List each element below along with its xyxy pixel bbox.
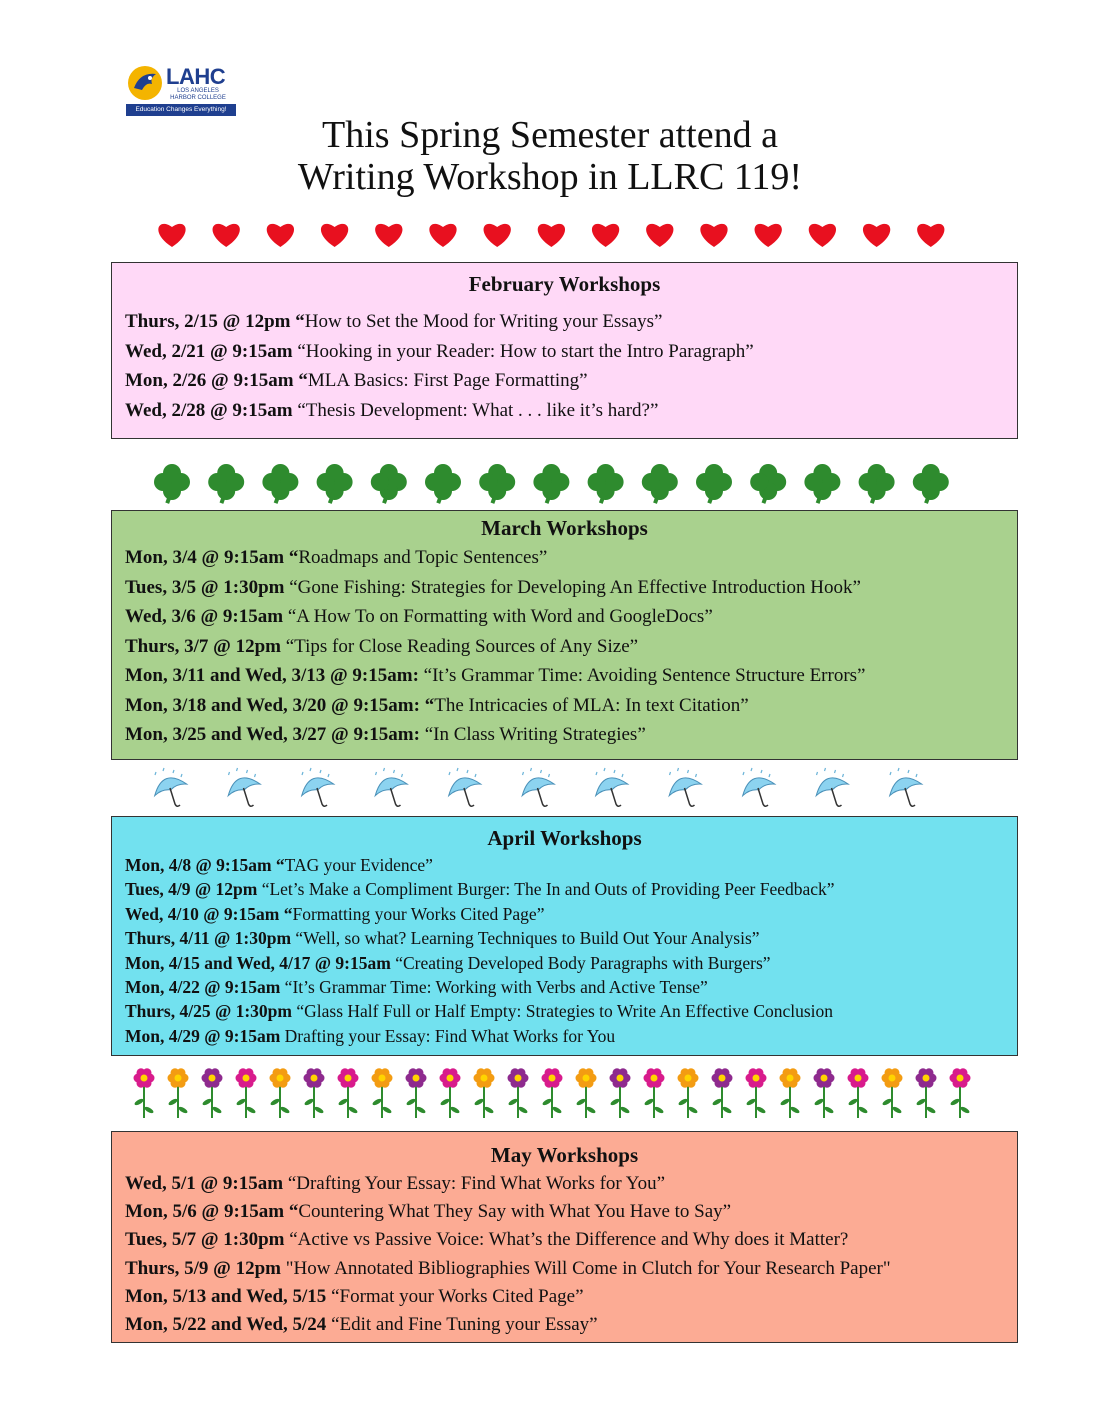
workshop-topic: TAG your Evidence” [284,855,433,875]
flower-icon [474,1068,495,1118]
umbrella-icon [445,768,481,806]
workshop-date: Mon, 5/13 and Wed, 5/15 [125,1285,327,1307]
umbrella-icon [518,768,554,806]
workshop-topic: “Edit and Fine Tuning your Essay” [326,1314,598,1336]
workshop-topic: How to Set the Mood for Writing your Essays” [304,311,663,332]
workshop-topic: “Active vs Passive Voice: What’s the Difference and Why does it Matter? [284,1229,849,1251]
workshop-topic: “Creating Developed Body Paragraphs with Burgers” [390,952,771,973]
february-workshops-panel [111,262,1018,439]
flower-icon [780,1068,801,1118]
clover-icon [913,464,949,504]
logo-college-name: LOS ANGELES HARBOR COLLEGE [170,88,226,101]
flower-icon [678,1068,699,1118]
february-list [112,307,1017,425]
workshop-topic: “Format your Works Cited Page” [326,1285,584,1307]
college-logo [126,64,238,118]
clover-icon [859,464,895,504]
workshop-date: Mon, 3/25 and Wed, 3/27 @ 9:15am: [125,724,420,745]
list-item [112,1170,1017,1198]
workshop-date: Mon, 3/18 and Wed, 3/20 @ 9:15am: “ [125,694,435,716]
heart-icon [755,224,782,247]
march-list [112,543,1017,750]
heart-icon [375,224,402,247]
flower-icon [712,1068,733,1118]
clover-icon [262,464,298,504]
workshop-date: Mon, 4/8 @ 9:15am “ [125,855,285,875]
clover-icon [696,464,732,504]
list-item [112,999,1017,1023]
workshop-date: Mon, 2/26 @ 9:15am “ [125,370,308,391]
flower-icon [440,1068,461,1118]
workshop-date: Mon, 4/29 @ 9:15am [125,1025,281,1046]
list-item [112,720,1017,750]
flowers-row [0,1062,1100,1124]
page-title-line-2: Writing Workshop in LLRC 119! [297,156,803,198]
workshop-topic: “In Class Writing Strategies” [419,724,646,745]
workshop-date: Thurs, 4/11 @ 1:30pm [125,928,292,949]
workshop-topic: “It’s Grammar Time: Avoiding Sentence Structure Errors” [418,665,866,686]
page-title-line-1: This Spring Semester attend a [322,114,778,156]
february-heading: February Workshops [468,272,661,296]
clover-icon [154,464,190,504]
workshop-date: Mon, 5/6 @ 9:15am “ [125,1201,299,1223]
umbrella-icon [151,768,187,806]
workshop-date: Wed, 5/1 @ 9:15am [125,1173,284,1194]
umbrella-icon [739,768,775,806]
flower-icon [406,1068,427,1118]
heart-icon [213,224,240,247]
flower-icon [134,1068,155,1118]
flower-icon [372,1068,393,1118]
workshop-date: Mon, 5/22 and Wed, 5/24 [125,1314,327,1336]
workshop-date: Mon, 4/22 @ 9:15am [125,977,281,998]
heart-icon [863,224,890,247]
may-heading: May Workshops [490,1143,639,1167]
flower-icon [542,1068,563,1118]
flower-icon [338,1068,359,1118]
heart-icon [158,224,185,247]
heart-icon [484,224,511,247]
clover-icon [588,464,624,504]
flower-icon [610,1068,631,1118]
workshop-topic: “Hooking in your Reader: How to start the Intro Paragraph” [292,340,754,362]
umbrella-icon [592,768,628,806]
eagle-icon [126,64,164,102]
workshop-topic: “Tips for Close Reading Sources of Any Size” [280,635,639,657]
list-item [112,396,1017,426]
clover-icon [208,464,244,504]
flower-icon [270,1068,291,1118]
heart-icon [700,224,727,247]
clover-icon [642,464,678,504]
list-item [112,307,1017,337]
clover-icon [479,464,515,504]
hearts-row [0,213,1100,253]
umbrella-icon [224,768,260,806]
workshop-date: Wed, 2/21 @ 9:15am [125,340,293,362]
flower-icon [644,1068,665,1118]
flower-icon [950,1068,971,1118]
clover-icon [750,464,786,504]
april-heading: April Workshops [487,826,642,850]
list-item [112,632,1017,662]
list-item [112,661,1017,691]
flower-icon [746,1068,767,1118]
flower-icon [814,1068,835,1118]
flower-icon [304,1068,325,1118]
workshop-topic: “It’s Grammar Time: Working with Verbs and Active Tense” [280,977,708,998]
flower-icon [848,1068,869,1118]
list-item [112,337,1017,367]
heart-icon [321,224,348,247]
workshop-date: Mon, 3/11 and Wed, 3/13 @ 9:15am: [125,665,419,686]
list-item [112,1311,1017,1339]
clover-icon [425,464,461,504]
april-workshops-panel [111,816,1018,1056]
clovers-row [0,462,1100,506]
list-item [112,573,1017,603]
flower-icon [916,1068,937,1118]
umbrella-icon [665,768,701,806]
list-item [112,1198,1017,1226]
workshop-topic: Formatting your Works Cited Page” [292,903,545,924]
workshop-date: Thurs, 5/9 @ 12pm [125,1257,281,1279]
workshop-date: Thurs, 2/15 @ 12pm “ [125,311,305,332]
heart-icon [538,224,565,247]
workshop-topic: Drafting your Essay: Find What Works for You [280,1025,616,1046]
workshop-date: Mon, 3/4 @ 9:15am “ [125,547,299,568]
workshop-date: Thurs, 4/25 @ 1:30pm [125,1001,292,1022]
heart-icon [592,224,619,247]
list-item [112,1283,1017,1311]
workshop-topic: “Let’s Make a Compliment Burger: The In and Outs of Providing Peer Feedback” [257,879,835,900]
workshop-topic: MLA Basics: First Page Formatting” [307,370,588,391]
workshop-topic: "How Annotated Bibliographies Will Come in Clutch for Your Research Paper" [280,1257,891,1279]
logo-tagline: Education Changes Everything! [126,104,236,116]
march-heading: March Workshops [481,516,648,540]
clover-icon [533,464,569,504]
may-workshops-panel [111,1131,1018,1343]
list-item [112,975,1017,999]
flower-icon [576,1068,597,1118]
flower-icon [236,1068,257,1118]
umbrella-icon [298,768,334,806]
april-list [112,853,1017,1048]
list-item [112,926,1017,950]
umbrella-icon [886,768,922,806]
flower-icon [168,1068,189,1118]
heart-icon [809,224,836,247]
umbrella-icon [812,768,848,806]
workshop-date: Tues, 3/5 @ 1:30pm [125,576,285,598]
heart-icon [429,224,456,247]
list-item [112,1024,1017,1048]
workshop-topic: Roadmaps and Topic Sentences” [298,547,548,568]
march-workshops-panel [111,510,1018,760]
workshop-topic: The Intricacies of MLA: In text Citation” [434,694,749,716]
flower-icon [508,1068,529,1118]
list-item [112,602,1017,632]
workshop-date: Wed, 2/28 @ 9:15am [125,399,293,421]
workshop-topic: “Thesis Development: What . . . like it’s hard?” [292,399,659,421]
may-list [112,1170,1017,1339]
list-item [112,1255,1017,1283]
list-item [112,543,1017,573]
workshop-topic: “A How To on Formatting with Word and GoogleDocs” [283,606,713,627]
list-item [112,951,1017,975]
workshop-topic: “Gone Fishing: Strategies for Developing An Effective Introduction Hook” [284,576,861,598]
list-item [112,853,1017,877]
workshop-topic: “Glass Half Full or Half Empty: Strategies to Write An Effective Conclusion [292,1001,834,1022]
workshop-date: Wed, 4/10 @ 9:15am “ [125,903,293,924]
workshop-topic: Countering What They Say with What You Have to Say” [298,1201,732,1223]
heart-icon [267,224,294,247]
heart-icon [646,224,673,247]
flower-icon [202,1068,223,1118]
workshop-topic: “Drafting Your Essay: Find What Works for You” [283,1173,666,1194]
workshop-date: Tues, 4/9 @ 12pm [125,879,258,900]
workshop-date: Mon, 4/15 and Wed, 4/17 @ 9:15am [125,952,391,973]
list-item [112,366,1017,396]
workshop-date: Thurs, 3/7 @ 12pm [125,635,281,657]
workshop-topic: “Well, so what? Learning Techniques to Build Out Your Analysis” [291,928,760,949]
workshop-date: Wed, 3/6 @ 9:15am [125,606,284,627]
umbrella-icon [371,768,407,806]
heart-icon [917,224,944,247]
flower-icon [882,1068,903,1118]
umbrellas-row [0,766,1100,810]
list-item [112,877,1017,901]
clover-icon [371,464,407,504]
clover-icon [804,464,840,504]
clover-icon [317,464,353,504]
workshop-date: Tues, 5/7 @ 1:30pm [125,1229,285,1251]
logo-abbreviation: LAHC [166,64,226,89]
list-item [112,691,1017,721]
list-item [112,902,1017,926]
list-item [112,1226,1017,1254]
